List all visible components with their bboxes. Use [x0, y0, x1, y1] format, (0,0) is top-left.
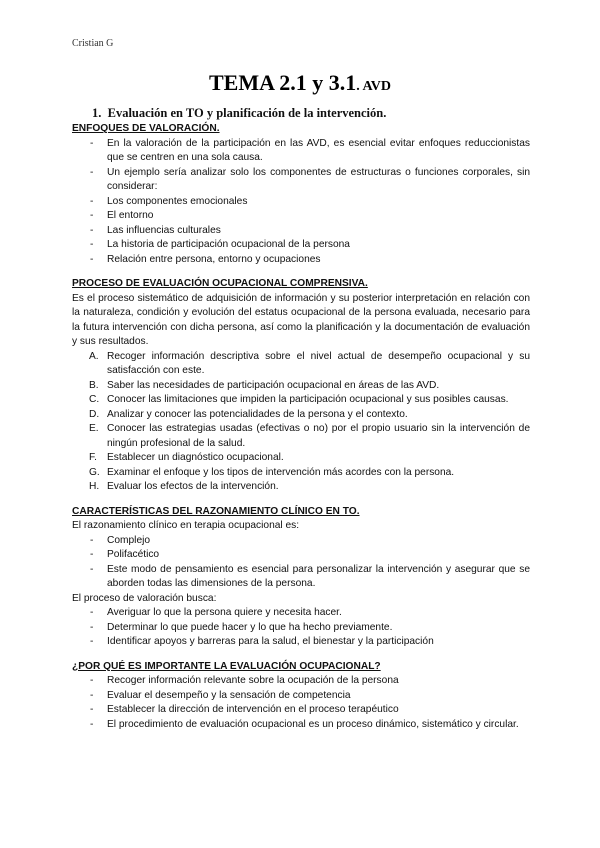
- list-item: [72, 466, 530, 481]
- list-item: [72, 350, 530, 379]
- section-subtitle: [92, 106, 386, 121]
- list-item: - En la valoración de la participación en las AVD, es esencial evitar enfoques reduccionistas que se centren en una sola causa.: [72, 137, 530, 166]
- list-item: - Los componentes emocionales: [72, 195, 530, 210]
- list-enfoques: [72, 137, 530, 268]
- list-item: - Este modo de pensamiento es esencial para personalizar la intervención y asegurar que se aborden todas las dimensiones de la persona.: [72, 563, 530, 592]
- heading-enfoques: ENFOQUES DE VALORACIÓN.: [72, 123, 220, 134]
- list-item: [72, 393, 530, 408]
- list-item: - Establecer la dirección de intervención en el proceso terapéutico: [72, 703, 530, 718]
- title-main: TEMA 2.1 y 3.1: [208, 70, 357, 95]
- list-item: - Complejo: [72, 534, 530, 549]
- subtitle-text: Evaluación en TO y planificación de la intervención.: [107, 106, 387, 120]
- list-marker: C.: [89, 394, 100, 405]
- list-item: [72, 408, 530, 423]
- list-item: - El procedimiento de evaluación ocupacional es un proceso dinámico, sistemático y circular.: [72, 718, 530, 733]
- document-body: [72, 122, 530, 732]
- list-marker: D.: [89, 408, 100, 420]
- list-item: [72, 422, 530, 451]
- list-item: - La historia de participación ocupacional de la persona: [72, 238, 530, 253]
- list-item: - Determinar lo que puede hacer y lo que ha hecho previamente.: [72, 621, 530, 636]
- list-item: - Un ejemplo sería analizar solo los componentes de estructuras o funciones corporales, sin considerar:: [72, 166, 530, 195]
- paragraph-proceso: Es el proceso sistemático de adquisición de información y su posterior interpretación en relación con la naturaleza, condición y evolución del estatus ocupacional de la persona evaluada, necesario para la futura intervención con dicha persona, así como la planificación y la documentación de evaluación y sus resultados.: [72, 292, 530, 347]
- list-marker: A.: [89, 350, 99, 362]
- heading-importancia: ¿POR QUÉ ES IMPORTANTE LA EVALUACIÓN OCUPACIONAL?: [72, 660, 381, 672]
- heading-proceso: PROCESO DE EVALUACIÓN OCUPACIONAL COMPRENSIVA.: [72, 278, 368, 289]
- list-item: - Averiguar lo que la persona quiere y necesita hacer.: [72, 606, 530, 621]
- list-item: [72, 451, 530, 466]
- list-item-text: Recoger información descriptiva sobre el nivel actual de desempeño ocupacional y su satisfacción con este.: [107, 350, 530, 376]
- page-author: Cristian G: [72, 38, 114, 49]
- list-item-text: Examinar el enfoque y los tipos de intervención más acordes con la persona.: [107, 466, 455, 478]
- list-item-text: Analizar y conocer las potencialidades de la persona y el contexto.: [107, 408, 408, 420]
- page-title: [0, 70, 600, 96]
- list-item: - Las influencias culturales: [72, 224, 530, 239]
- list-item-text: Conocer las estrategias usadas (efectivas o no) por el propio usuario sin la intervención de ningún profesional de la salud.: [107, 423, 530, 449]
- list-item: - Recoger información relevante sobre la ocupación de la persona: [72, 674, 530, 689]
- list-marker: F.: [89, 452, 97, 463]
- list-item: - El entorno: [72, 209, 530, 224]
- list-valoracion: [72, 606, 530, 650]
- heading-razonamiento: CARACTERÍSTICAS DEL RAZONAMIENTO CLÍNICO EN TO.: [72, 505, 360, 517]
- list-item: - Identificar apoyos y barreras para la salud, el bienestar y la participación: [72, 635, 530, 650]
- list-importancia: [72, 674, 530, 732]
- subtitle-number: 1.: [92, 106, 102, 120]
- list-item: - Evaluar el desempeño y la sensación de competencia: [72, 689, 530, 704]
- title-sub: . AVD: [356, 79, 392, 94]
- list-marker: G.: [89, 466, 100, 478]
- list-item-text: Conocer las limitaciones que impiden la participación ocupacional y sus posibles causas.: [107, 394, 509, 405]
- list-marker: E.: [89, 423, 99, 434]
- list-marker: B.: [89, 379, 99, 391]
- list-proceso: [72, 350, 530, 495]
- list-razonamiento: [72, 534, 530, 592]
- list-item-text: Evaluar los efectos de la intervención.: [107, 481, 279, 492]
- list-item: - Relación entre persona, entorno y ocupaciones: [72, 253, 530, 268]
- paragraph-razonamiento: El razonamiento clínico en terapia ocupacional es:: [72, 520, 300, 531]
- list-item-text: Establecer un diagnóstico ocupacional.: [107, 452, 284, 463]
- list-marker: H.: [89, 481, 100, 492]
- paragraph-valoracion: El proceso de valoración busca:: [72, 592, 217, 604]
- list-item-text: Saber las necesidades de participación ocupacional en áreas de las AVD.: [107, 379, 440, 391]
- list-item: [72, 379, 530, 394]
- list-item: [72, 480, 530, 495]
- list-item: - Polifacético: [72, 548, 530, 563]
